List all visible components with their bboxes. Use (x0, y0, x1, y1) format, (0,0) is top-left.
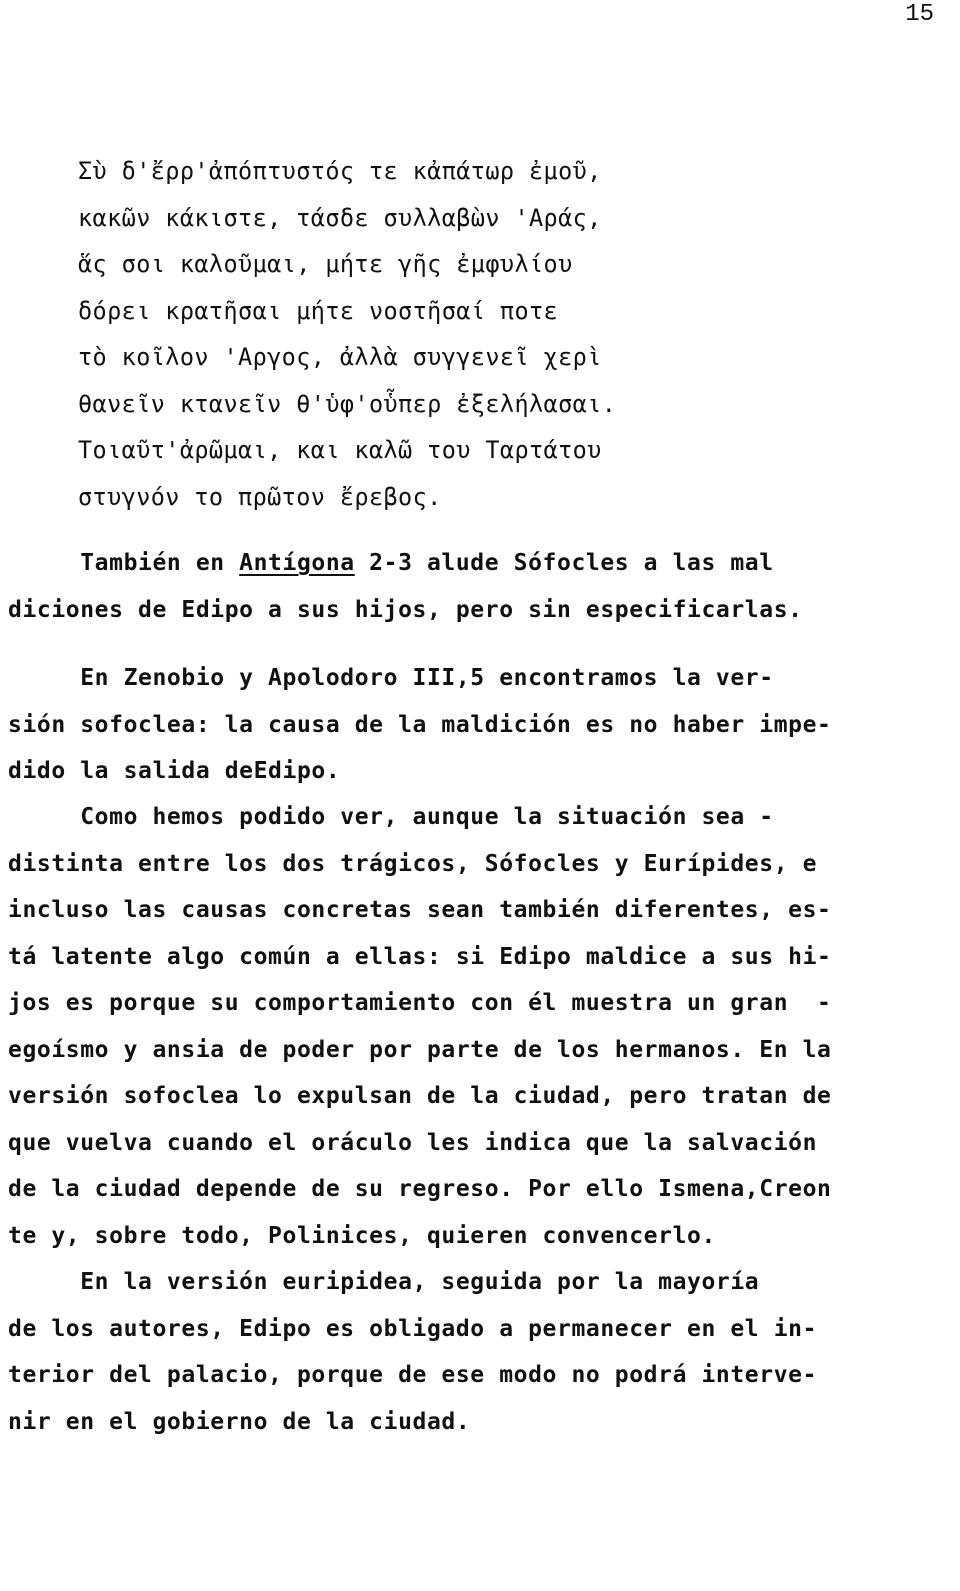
paragraph-line: de los autores, Edipo es obligado a permanecer en el in- (8, 1315, 818, 1342)
paragraph-line: incluso las causas concretas sean también diferentes, es- (8, 897, 832, 923)
paragraph-line: tá latente algo común a ellas: si Edipo maldice a sus hi- (8, 943, 832, 970)
paragraph-line: dido la salida deEdipo. (8, 758, 341, 784)
paragraph-line: distinta entre los dos trágicos, Sófocles y Eurípides, e (8, 850, 818, 877)
greek-verse-line: τὸ κοῖλον 'Αργος, ἀλλὰ συγγενεῖ χερὶ (78, 343, 602, 371)
paragraph-line: En la versión euripidea, seguida por la mayoría (8, 1269, 760, 1295)
greek-verse-line: Σὺ δ'ἔρρ'ἀπόπτυστός τε κἀπάτωρ ἐμοῦ, (78, 157, 602, 185)
paragraph-line: terior del palacio, porque de ese modo no podrá interve- (8, 1362, 818, 1388)
paragraph-line: jos es porque su comportamiento con él muestra un gran - (8, 990, 832, 1016)
greek-verse-line: Τοιαῦτ'ἀρῶμαι, και καλῶ του Ταρτάτου (78, 436, 602, 464)
paragraph-line (8, 540, 948, 587)
paragraph-line: nir en el gobierno de la ciudad. (8, 1408, 471, 1435)
paragraph-line: que vuelva cuando el oráculo les indica que la salvación (8, 1129, 818, 1156)
paragraph-line: Como hemos podido ver, aunque la situación sea - (8, 804, 774, 830)
greek-verse-line: ἅς σοι καλοῦμαι, μήτε γῆς ἐμφυλίου (78, 250, 573, 278)
greek-verse-line: δόρει κρατῆσαι μήτε νοστῆσαί ποτε (78, 296, 559, 325)
paragraph-line: sión sofoclea: la causa de la maldición es no haber impe- (8, 711, 832, 738)
greek-verse-quotation (78, 148, 616, 520)
page-number: 15 (905, 1, 934, 28)
paragraph-line: En Zenobio y Apolodoro III,5 encontramos la ver- (8, 665, 774, 691)
paragraph-zenobio (8, 655, 948, 795)
paragraph-line: diciones de Edipo a sus hijos, pero sin especificarlas. (8, 596, 803, 623)
text-span: 2-3 alude Sófocles a las mal (354, 550, 774, 576)
paragraph-antigona (8, 540, 948, 633)
underlined-title-antigona: Antígona (239, 550, 355, 576)
greek-verse-line: θανεῖν κτανεῖν θ'ὑφ'οὗπερ ἐξελήλασαι. (78, 389, 617, 418)
paragraph-comparison (8, 794, 948, 1445)
greek-verse-line: κακῶν κάκιστε, τάσδε συλλαβὼν 'Αράς, (78, 203, 602, 232)
paragraph-line: versión sofoclea lo expulsan de la ciudad, pero tratan de (8, 1083, 832, 1109)
paragraph-line: de la ciudad depende de su regreso. Por ello Ismena,Creon (8, 1176, 832, 1202)
paragraph-line: te y, sobre todo, Polinices, quieren convencerlo. (8, 1222, 716, 1249)
greek-verse-line: στυγνόν το πρῶτον ἔρεβος. (78, 482, 442, 511)
paragraph-line: egoísmo y ansia de poder por parte de los hermanos. En la (8, 1036, 832, 1063)
text-span: También en (8, 550, 240, 576)
